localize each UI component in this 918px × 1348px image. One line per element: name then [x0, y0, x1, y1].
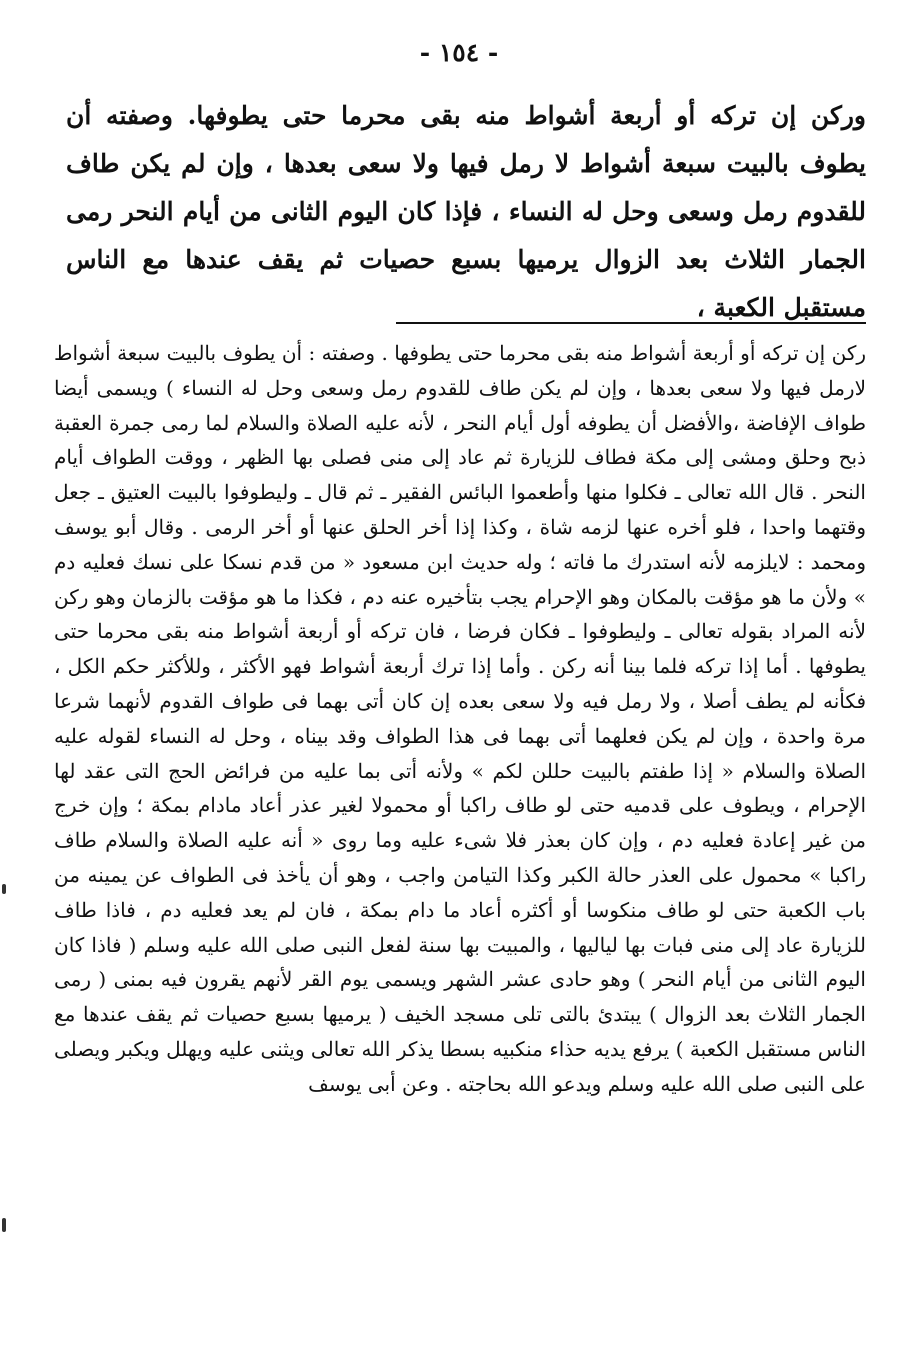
commentary-text-block [54, 336, 866, 1102]
scan-edge-mark [2, 884, 6, 894]
main-text-block [66, 92, 866, 332]
scan-edge-mark [2, 1218, 6, 1232]
section-divider [396, 322, 866, 324]
main-text-paragraph: وركن إن تركه أو أربعة أشواط منه بقى محرما حتى يطوفها. وصفته أن يطوف بالبيت سبعة أشواط لا رمل فيها ولا سعى بعدها ، وإن لم يكن طاف للقدوم رمل وسعى وحل له النساء ، فإذا كان اليوم الثانى من أيام النحر رمى الجمار الثلاث بعد الزوال يرميها بسبع حصيات ثم يقف عندها مع الناس مستقبل الكعبة ، [66, 101, 866, 322]
page-number: - ١٥٤ - [419, 38, 499, 67]
commentary-text-paragraph: ركن إن تركه أو أربعة أشواط منه بقى محرما حتى يطوفها . وصفته : أن يطوف بالبيت سبعة أشواط لارمل فيها ولا سعى بعدها ، وإن لم يكن طاف للقدوم رمل وسعى وحل له النساء ) ويسمى أيضا طواف الإفاضة ،والأفضل أن يطوفه أول أيام النحر ، لأنه عليه الصلاة والسلام لما رمى جمرة العقبة ذبح وحلق ومشى إلى مكة فطاف للزيارة ثم عاد إلى منى فصلى بها الظهر ، ووقت الطواف أيام النحر . قال الله تعالى ـ فكلوا منها وأطعموا البائس الفقير ـ ثم قال ـ وليطوفوا بالبيت العتيق ـ جعل وقتهما واحدا ، فلو أخره عنها لزمه شاة ، وكذا إذا أخر الحلق عنها أو أخر الرمى . وقال أبو يوسف ومحمد : لايلزمه لأنه استدرك ما فاته ؛ وله حديث ابن مسعود « من قدم نسكا على نسك فعليه دم » ولأن ما هو مؤقت بالمكان وهو الإحرام يجب بتأخيره عنه دم ، فكذا ما هو مؤقت بالزمان وهو ركن لأنه المراد بقوله تعالى ـ وليطوفوا ـ فكان فرضا ، فان تركه أو أربعة أشواط منه بقى محرما حتى يطوفها . أما إذا تركه فلما بينا أنه ركن . وأما إذا ترك أربعة أشواط فهو الأكثر ، وللأكثر حكم الكل ، فكأنه لم يطف أصلا ، ولا رمل فيه ولا سعى بعده إن كان أتى بهما فى طواف القدوم لأنهما شرعا مرة واحدة ، وإن لم يكن فعلهما أتى بهما فى هذا الطواف وقد بيناه ، وحل له النساء لقوله عليه الصلاة والسلام « إذا طفتم بالبيت حللن لكم » ولأنه أتى بما عليه من فرائض الحج التى عقد لها الإحرام ، ويطوف على قدميه حتى لو طاف راكبا أو محمولا لغير عذر أعاد مادام بمكة ؛ وإن خرج من غير إعادة فعليه دم ، وإن كان بعذر فلا شىء عليه وما روى « أنه عليه الصلاة والسلام طاف راكبا » محمول على العذر حالة الكبر وكذا التيامن واجب ، وهو أن يأخذ فى الطواف عن يمينه من باب الكعبة حتى لو طاف منكوسا أو أكثره أعاد ما دام بمكة ، فان لم يعد فعليه دم ، فاذا طاف للزيارة عاد إلى منى فبات بها لياليها ، والمبيت بها سنة لفعل النبى صلى الله عليه وسلم ( فاذا كان اليوم الثانى من أيام النحر ) وهو حادى عشر الشهر ويسمى يوم القر لأنهم يقرون فيه بمنى ( رمى الجمار الثلاث بعد الزوال ) يبتدئ بالتى تلى مسجد الخيف ( يرميها بسبع حصيات ثم يقف عندها مع الناس مستقبل الكعبة ) يرفع يديه حذاء منكبيه بسطا يذكر الله تعالى ويثنى عليه ويهلل ويكبر ويصلى على النبى صلى الله عليه وسلم ويدعو الله بحاجته . وعن أبى يوسف [54, 341, 867, 1096]
